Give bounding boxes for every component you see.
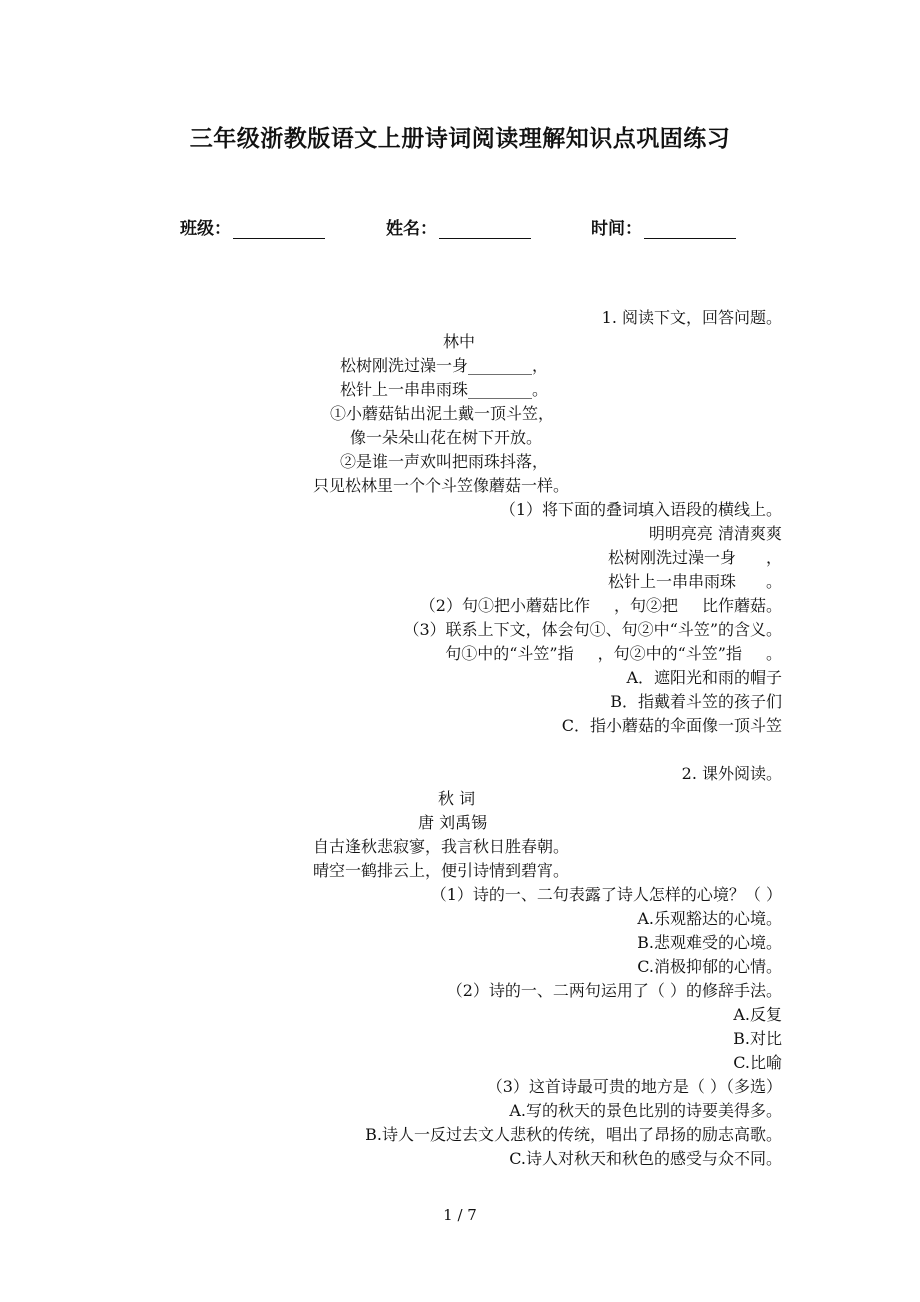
- q2-sub1-option-c: C.消极抑郁的心情。: [637, 957, 782, 976]
- q2-sub1: （1）诗的一、二句表露了诗人怎样的心境？（ ）: [430, 885, 782, 904]
- q2-sub3-option-a: A.写的秋天的景色比别的诗要美得多。: [509, 1101, 782, 1120]
- q2-poem-title: 秋 词: [438, 789, 476, 808]
- q2-poem-line: 自古逢秋悲寂寥，我言秋日胜春朝。: [313, 837, 570, 856]
- q1-poem-line: 松针上一串串雨珠________。: [340, 380, 549, 399]
- q1-fill2-punct: 。: [765, 572, 782, 591]
- q1-sub2-text-b: ，句②把: [613, 596, 678, 615]
- q2-sub1-option-b: B.悲观难受的心境。: [637, 933, 782, 952]
- q1-sub3: （3）联系上下文，体会句①、句②中“斗笠”的含义。: [403, 620, 782, 639]
- q1-option-c: C．指小蘑菇的伞面像一顶斗笠: [561, 716, 782, 735]
- q2-sub3-option-c: C.诗人对秋天和秋色的感受与众不同。: [509, 1149, 782, 1168]
- name-blank[interactable]: [439, 220, 531, 239]
- q1-sub2-text-c: 比作蘑菇。: [701, 596, 782, 615]
- name-label: 姓名：: [386, 219, 437, 239]
- q2-author: 唐 刘禹锡: [418, 813, 488, 832]
- page-title: 三年级浙教版语文上册诗词阅读理解知识点巩固练习: [189, 126, 731, 152]
- q1-heading: 1. 阅读下文，回答问题。: [601, 308, 782, 327]
- q1-sub3-fill-b: ，句②中的“斗笠”指: [597, 644, 742, 663]
- name-field: [386, 214, 531, 239]
- page-number: 1 / 7: [443, 1206, 477, 1224]
- q1-fill1-punct: ，: [765, 548, 782, 567]
- q1-sub1: （1）将下面的叠词填入语段的横线上。: [499, 500, 782, 519]
- q2-sub2-option-a: A.反复: [733, 1005, 782, 1024]
- q1-sub3-fill-a: 句①中的“斗笠”指: [445, 644, 574, 663]
- q2-poem-line: 晴空一鹤排云上，便引诗情到碧宵。: [313, 861, 570, 880]
- time-label: 时间：: [591, 219, 642, 239]
- q1-sub3-fill-c: 。: [765, 644, 782, 663]
- q1-poem-line: ②是谁一声欢叫把雨珠抖落，: [340, 452, 549, 471]
- q1-sub2-text-a: （2）句①把小蘑菇比作: [419, 596, 590, 615]
- q1-sub2: [420, 596, 782, 616]
- q1-option-b: B．指戴着斗笠的孩子们: [610, 692, 782, 711]
- q1-fill2: [608, 572, 782, 592]
- q2-heading: 2. 课外阅读。: [681, 764, 782, 783]
- q1-words: 明明亮亮 清清爽爽: [648, 524, 782, 543]
- q2-sub3: （3）这首诗最可贵的地方是（ ）（多选）: [486, 1077, 782, 1096]
- q1-poem-line: 像一朵朵山花在树下开放。: [350, 428, 543, 447]
- q2-sub2-option-c: C.比喻: [733, 1053, 782, 1072]
- q1-sub3-fill: [445, 644, 782, 664]
- q1-fill2-text: 松针上一串串雨珠: [607, 572, 736, 591]
- time-field: [591, 214, 736, 239]
- q1-fill1-text: 松树刚洗过澡一身: [607, 548, 736, 567]
- class-field: [180, 214, 325, 239]
- class-blank[interactable]: [233, 220, 325, 239]
- q1-poem-title: 林中: [443, 332, 476, 351]
- q1-fill1: [608, 548, 782, 568]
- q1-poem-line: ①小蘑菇钻出泥土戴一顶斗笠，: [330, 404, 555, 423]
- q2-sub1-option-a: A.乐观豁达的心境。: [637, 909, 782, 928]
- q1-option-a: A．遮阳光和雨的帽子: [626, 668, 782, 687]
- class-label: 班级：: [180, 219, 231, 239]
- q2-sub2: （2）诗的一、二两句运用了（ ）的修辞手法。: [446, 981, 782, 1000]
- q2-sub2-option-b: B.对比: [733, 1029, 782, 1048]
- q2-sub3-option-b: B.诗人一反过去文人悲秋的传统，唱出了昂扬的励志高歌。: [365, 1125, 782, 1144]
- time-blank[interactable]: [644, 220, 736, 239]
- q1-poem-line: 只见松林里一个个斗笠像蘑菇一样。: [313, 476, 570, 495]
- q1-poem-line: 松树刚洗过澡一身________，: [340, 356, 549, 375]
